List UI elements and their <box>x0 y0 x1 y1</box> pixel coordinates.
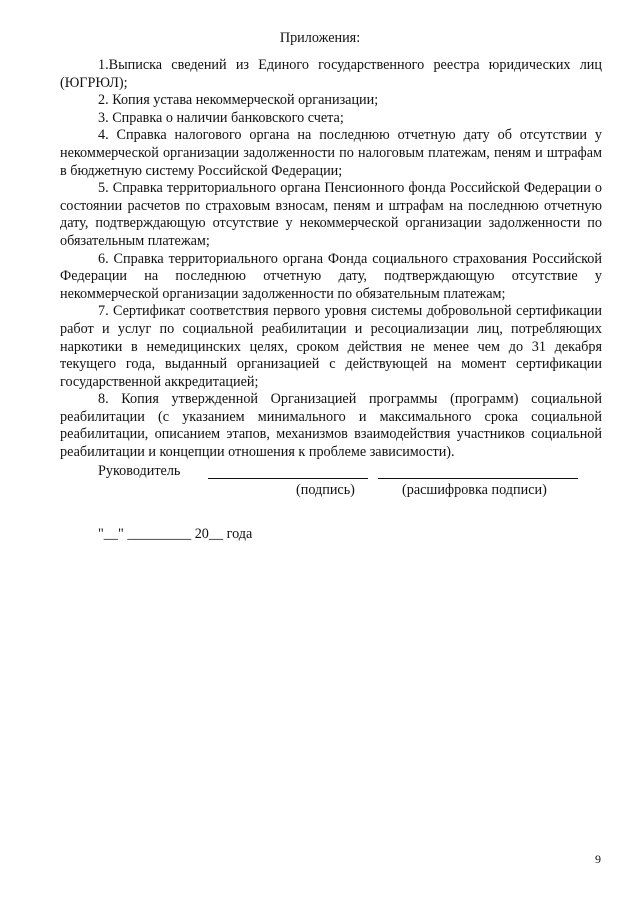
list-item: 1.Выписка сведений из Единого государственного реестра юридических лиц (ЮГРЮЛ); <box>60 57 602 91</box>
list-item: 7. Сертификат соответствия первого уровня системы добровольной сертификации работ и услуг по социальной реабилитации и ресоциализации лиц, потребляющих наркотики в немедицинских целях, сроком действия не менее чем до 31 декабря текущего года, выданный организацией с действующей на момент сертификации государственной аккредитацией; <box>60 303 602 390</box>
page-number: 9 <box>595 852 601 866</box>
signatory-label: Руководитель <box>98 462 181 479</box>
date-line: "__" _________ 20__ года <box>98 526 253 542</box>
list-item: 4. Справка налогового органа на последнюю отчетную дату об отсутствии у некоммерческой организации задолженности по налоговым платежам, пеням и штрафам в бюджетную систему Российской Федерации; <box>60 127 602 179</box>
list-item: 6. Справка территориального органа Фонда социального страхования Российской Федерации на последнюю отчетную дату, подтверждающую отсутствие у некоммерческой организации задолженности по обязательным платежам; <box>60 250 602 302</box>
signature-line <box>208 478 368 479</box>
list-item: 2. Копия устава некоммерческой организации; <box>98 92 379 109</box>
list-item: 5. Справка территориального органа Пенсионного фонда Российской Федерации о состоянии расчетов по страховым взносам, пеням и штрафам на последнюю отчетную дату, подтверждающую отсутствие у некоммерческой организации задолженности по обязательным платежам; <box>60 180 602 249</box>
list-item: 3. Справка о наличии банковского счета; <box>98 109 344 126</box>
list-item: 8. Копия утвержденной Организацией программы (программ) социальной реабилитации (с указанием минимального и максимального срока социальной реабилитации, описанием этапов, механизмов взаимодействия участников социальной реабилитации и концепции отношения к проблеме зависимости). <box>60 391 602 461</box>
signature-caption: (подпись) <box>296 481 355 498</box>
attachments-list <box>60 57 602 504</box>
decode-caption: (расшифровка подписи) <box>402 481 547 498</box>
signature-decode-line <box>378 478 578 479</box>
signature-row <box>60 463 602 482</box>
signature-captions <box>60 482 602 504</box>
attachments-heading: Приложения: <box>279 30 361 46</box>
